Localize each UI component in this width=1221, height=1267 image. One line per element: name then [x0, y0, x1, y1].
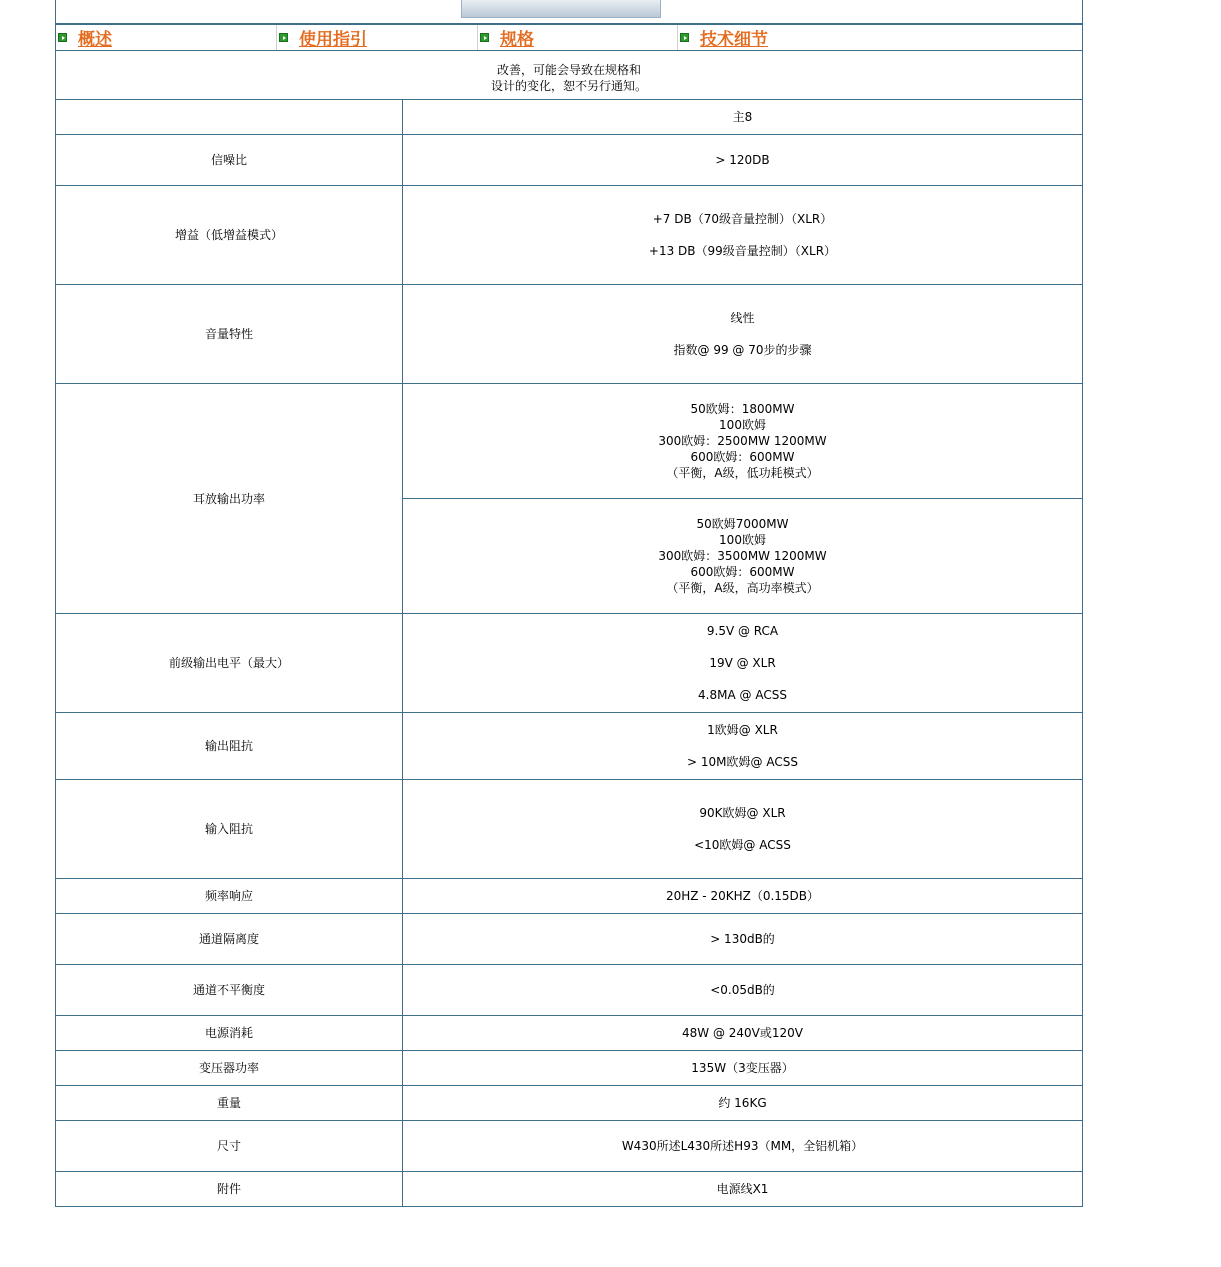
spec-value: W430所述L430所述H93（MM，全铝机箱） — [403, 1121, 1083, 1172]
table-row — [56, 879, 1083, 914]
tab-specifications-link[interactable]: 规格 — [500, 30, 534, 50]
notice-row — [56, 51, 1083, 100]
spec-label: 通道不平衡度 — [56, 965, 403, 1016]
spec-value-line: 指数@ 99 @ 70步的步骤 — [673, 343, 812, 357]
spec-value: 20HZ - 20KHZ（0.15DB） — [403, 879, 1083, 914]
spec-value — [403, 384, 1083, 499]
spec-value-line: 1欧姆@ XLR — [707, 723, 778, 737]
spec-value-line: 100欧姆 — [719, 418, 766, 432]
spec-label: 电源消耗 — [56, 1016, 403, 1051]
spec-value: 电源线X1 — [403, 1172, 1083, 1207]
tab-overview-link[interactable]: 概述 — [78, 30, 112, 50]
spec-label: 音量特性 — [56, 285, 403, 384]
spec-value-line: 600欧姆：600MW — [690, 565, 795, 579]
spec-label: 附件 — [56, 1172, 403, 1207]
spec-value: <0.05dB的 — [403, 965, 1083, 1016]
notice-line: 改善，可能会导致在规格和 — [496, 63, 641, 77]
bullet-arrow-icon — [279, 33, 288, 42]
table-row — [56, 914, 1083, 965]
spec-table — [55, 50, 1083, 1207]
spec-value-line: 4.8MA @ ACSS — [698, 688, 787, 702]
spec-value-line: （平衡，A级，高功率模式） — [666, 581, 819, 595]
table-row — [56, 1016, 1083, 1051]
spec-label: 通道隔离度 — [56, 914, 403, 965]
top-frame — [55, 0, 1083, 25]
spec-label: 信噪比 — [56, 135, 403, 186]
tab-technical-details[interactable] — [677, 25, 1082, 50]
spec-label: 变压器功率 — [56, 1051, 403, 1086]
table-row — [56, 100, 1083, 135]
spec-value — [403, 499, 1083, 614]
spec-value-line: 300欧姆：2500MW 1200MW — [658, 434, 827, 448]
spec-value-line: 600欧姆：600MW — [690, 450, 795, 464]
table-row — [56, 614, 1083, 713]
bullet-arrow-icon — [680, 33, 689, 42]
table-row — [56, 1121, 1083, 1172]
spec-label: 频率响应 — [56, 879, 403, 914]
spec-label: 尺寸 — [56, 1121, 403, 1172]
bullet-arrow-icon — [58, 33, 67, 42]
spec-value-line: +13 DB（99级音量控制）（XLR） — [648, 244, 837, 258]
spec-value: 48W @ 240V或120V — [403, 1016, 1083, 1051]
table-row — [56, 965, 1083, 1016]
spec-value — [403, 713, 1083, 780]
spec-value: > 130dB的 — [403, 914, 1083, 965]
spec-value — [403, 614, 1083, 713]
tab-usage-guide-link[interactable]: 使用指引 — [299, 30, 367, 50]
tab-specifications[interactable] — [477, 25, 677, 50]
spec-value: 主8 — [403, 100, 1083, 135]
table-row — [56, 186, 1083, 285]
spec-value: 约 16KG — [403, 1086, 1083, 1121]
notice-cell — [56, 51, 1083, 100]
spec-value-line: +7 DB（70级音量控制）（XLR） — [652, 212, 833, 226]
spec-value-line: 50欧姆：1800MW — [690, 402, 795, 416]
spec-value-line: 19V @ XLR — [709, 656, 776, 670]
spec-label: 重量 — [56, 1086, 403, 1121]
spec-value: 135W（3变压器） — [403, 1051, 1083, 1086]
spec-label: 增益（低增益模式） — [56, 186, 403, 285]
tab-overview[interactable] — [56, 25, 276, 50]
table-row — [56, 780, 1083, 879]
spec-value-line: <10欧姆@ ACSS — [694, 838, 791, 852]
spec-value-line: 100欧姆 — [719, 533, 766, 547]
spec-label: 耳放输出功率 — [56, 384, 403, 614]
tab-bar — [55, 25, 1083, 50]
spec-value-line: 9.5V @ RCA — [706, 624, 779, 638]
spec-label: 前级输出电平（最大） — [56, 614, 403, 713]
spec-value-line: > 10M欧姆@ ACSS — [687, 755, 798, 769]
spec-value-line: 50欧姆7000MW — [696, 517, 789, 531]
product-image — [461, 0, 661, 18]
spec-value-line: 90K欧姆@ XLR — [699, 806, 786, 820]
spec-value — [403, 285, 1083, 384]
spec-value — [403, 186, 1083, 285]
spec-label: 输入阻抗 — [56, 780, 403, 879]
table-row — [56, 285, 1083, 384]
notice-line: 设计的变化，恕不另行通知。 — [490, 79, 647, 93]
bullet-arrow-icon — [480, 33, 489, 42]
spec-value-line: 300欧姆：3500MW 1200MW — [658, 549, 827, 563]
table-row — [56, 1086, 1083, 1121]
spec-value: > 120DB — [403, 135, 1083, 186]
spec-value-line: 线性 — [730, 311, 755, 325]
table-row — [56, 1051, 1083, 1086]
spec-value-line: （平衡，A级，低功耗模式） — [666, 466, 819, 480]
table-row — [56, 1172, 1083, 1207]
spec-value — [403, 780, 1083, 879]
spec-label — [56, 100, 403, 135]
tab-usage-guide[interactable] — [276, 25, 477, 50]
table-row — [56, 713, 1083, 780]
tab-technical-details-link[interactable]: 技术细节 — [700, 30, 768, 50]
table-row — [56, 384, 1083, 499]
table-row — [56, 135, 1083, 186]
spec-label: 输出阻抗 — [56, 713, 403, 780]
